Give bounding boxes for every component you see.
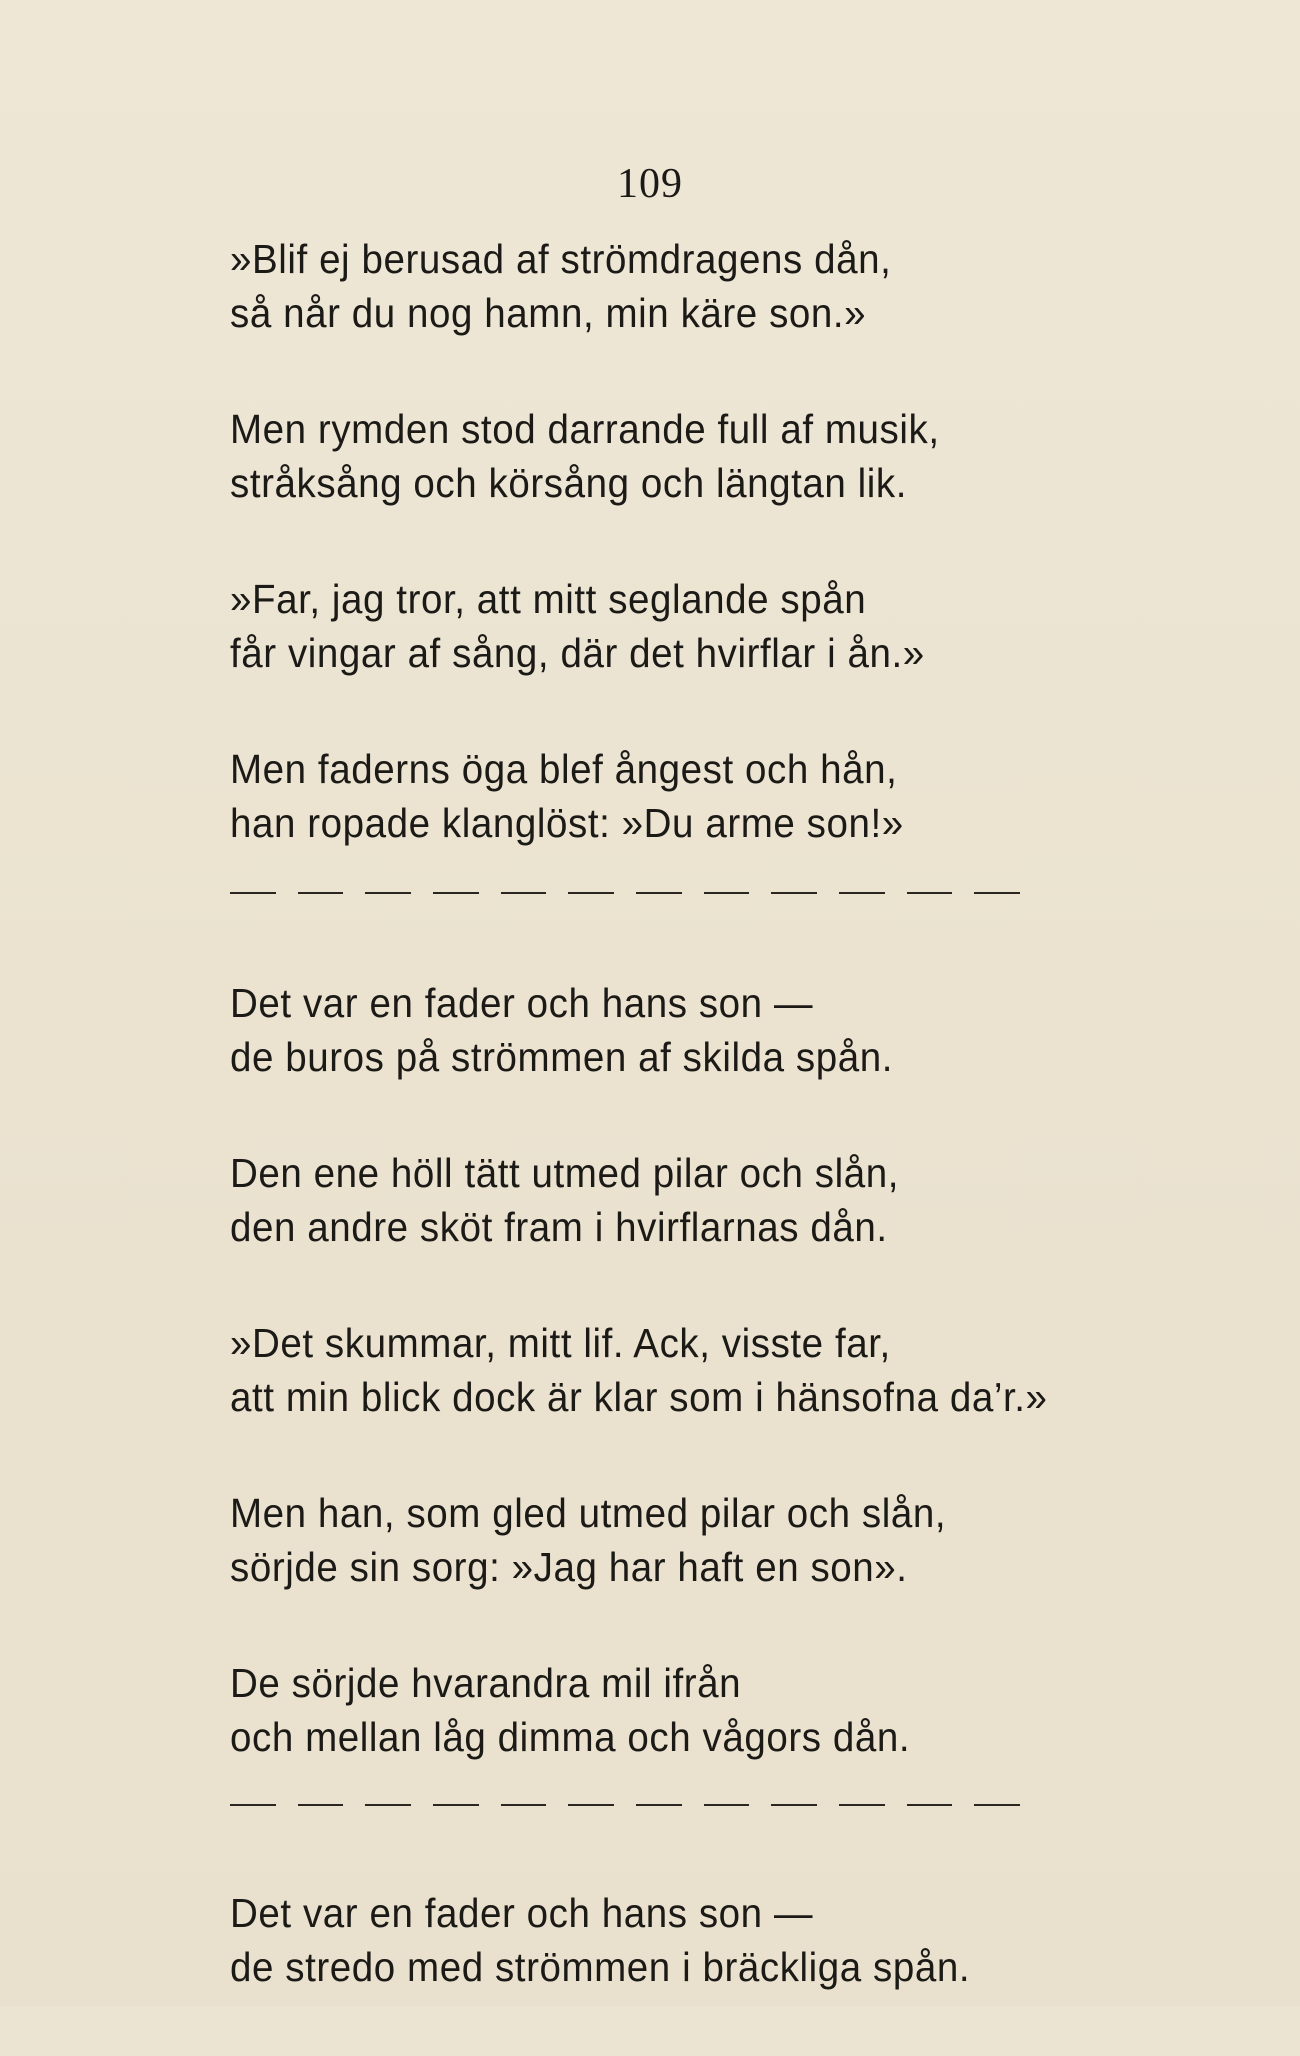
verse-line: Det var en fader och hans son — [230, 980, 814, 1026]
stanza [230, 1146, 1110, 1254]
verse-line: Men faderns öga blef ångest och hån, [230, 746, 898, 792]
stanza [230, 402, 1110, 510]
poem-section-1 [230, 232, 1110, 850]
verse-line: de stredo med strömmen i bräckliga spån. [230, 1944, 971, 1990]
verse-line: får vingar af sång, där det hvirflar i ån.» [230, 630, 925, 676]
page-number: 109 [617, 161, 683, 207]
verse-line: Men han, som gled utmed pilar och slån, [230, 1490, 947, 1536]
verse-line: och mellan låg dimma och vågors dån. [230, 1714, 911, 1760]
verse-line: »Det skummar, mitt lif. Ack, visste far, [230, 1320, 891, 1366]
stanza [230, 976, 1110, 1084]
verse-line: »Blif ej berusad af strömdragens dån, [230, 236, 892, 282]
verse-line: De sörjde hvarandra mil ifrån [230, 1660, 742, 1706]
verse-line: Men rymden stod darrande full af musik, [230, 406, 940, 452]
poem-section-3 [230, 1886, 1110, 1994]
dash-divider [230, 890, 1020, 896]
stanza [230, 232, 1110, 340]
stanza [230, 1486, 1110, 1594]
verse-line: de buros på strömmen af skilda spån. [230, 1034, 893, 1080]
verse-line: den andre sköt fram i hvirflarnas dån. [230, 1204, 888, 1250]
verse-line: Den ene höll tätt utmed pilar och slån, [230, 1150, 900, 1196]
verse-line: så når du nog hamn, min käre son.» [230, 290, 867, 336]
poem [230, 232, 1110, 2056]
stanza [230, 572, 1110, 680]
stanza [230, 742, 1110, 850]
verse-line: Det var en fader och hans son — [230, 1890, 814, 1936]
stanza [230, 1316, 1110, 1424]
verse-line: att min blick dock är klar som i hänsofna da’r.» [230, 1374, 1048, 1420]
dash-divider [230, 1802, 1020, 1808]
stanza [230, 1656, 1110, 1764]
poem-section-2 [230, 976, 1110, 1764]
stanza [230, 1886, 1110, 1994]
verse-line: han ropade klanglöst: »Du arme son!» [230, 800, 904, 846]
verse-line: »Far, jag tror, att mitt seglande spån [230, 576, 867, 622]
verse-line: stråksång och körsång och längtan lik. [230, 460, 907, 506]
verse-line: sörjde sin sorg: »Jag har haft en son». [230, 1544, 908, 1590]
